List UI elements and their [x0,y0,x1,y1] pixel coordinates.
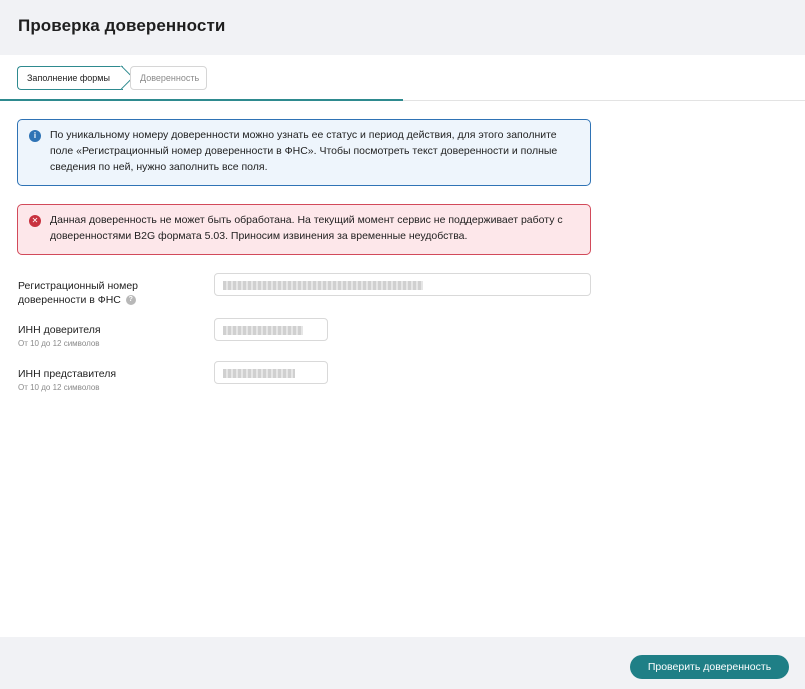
masked-value [223,369,295,378]
step-fill-form[interactable]: Заполнение формы [17,66,123,90]
error-alert [17,204,591,255]
principal-inn-label: ИНН доверителя [18,324,101,336]
representative-inn-hint: От 10 до 12 символов [18,383,100,392]
representative-inn-label: ИНН представителя [18,368,117,380]
page-header [0,0,805,55]
registration-number-label-line1: Регистрационный номер [18,280,138,292]
representative-inn-input[interactable] [214,361,328,384]
error-icon: ✕ [29,215,41,227]
page-title: Проверка доверенности [18,16,226,35]
registration-number-label-line2: доверенности в ФНС [18,294,121,306]
progress-fill [0,99,403,101]
principal-inn-input[interactable] [214,318,328,341]
check-power-of-attorney-button[interactable]: Проверить доверенность [630,655,789,679]
registration-number-label [18,279,138,307]
step-power-of-attorney[interactable]: Доверенность [130,66,207,90]
info-icon: i [29,130,41,142]
principal-inn-hint: От 10 до 12 символов [18,339,100,348]
info-alert [17,119,591,186]
masked-value [223,326,303,335]
masked-value [223,281,423,290]
info-alert-text: По уникальному номеру доверенности можно узнать ее статус и период действия, для этого заполните поле «Регистрационный номер доверенности в ФНС». Чтобы посмотреть текст доверенности и полные сведения по ней, нужно заполнить все поля. [50,129,558,173]
help-icon[interactable]: ? [126,295,136,305]
error-alert-text: Данная доверенность не может быть обработана. На текущий момент сервис не поддерживает работу с доверенностями B2G формата 5.03. Приносим извинения за временные неудобства. [50,214,563,242]
registration-number-input[interactable] [214,273,591,296]
